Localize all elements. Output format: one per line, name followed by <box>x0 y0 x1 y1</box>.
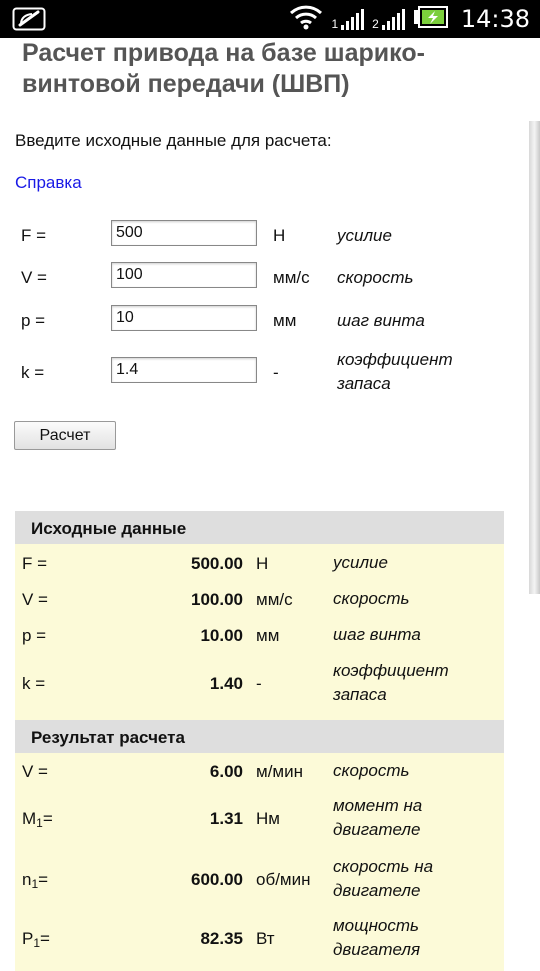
row-symbol: V = <box>22 762 48 781</box>
calculate-button[interactable]: Расчет <box>14 421 116 450</box>
row-symbol: k = <box>22 674 46 693</box>
input-symbol: V = <box>21 268 47 287</box>
row-value: 100.00 <box>191 590 243 609</box>
intro-text: Введите исходные данные для расчета: <box>15 131 332 150</box>
page-title: Расчет привода на базе шарико-винтовой передачи (ШВП) <box>22 39 425 98</box>
row-unit: м/мин <box>256 762 303 781</box>
wifi-icon <box>289 4 323 35</box>
input-unit: Н <box>273 226 286 245</box>
row-description: мощность двигателя <box>333 916 421 959</box>
row-unit: мм/с <box>256 590 293 609</box>
row-unit: Нм <box>256 809 280 828</box>
input-description: шаг винта <box>337 311 425 330</box>
speed-input[interactable] <box>111 262 257 288</box>
row-unit: Н <box>256 554 269 573</box>
input-unit: - <box>273 363 279 382</box>
clock: 14:38 <box>460 5 530 33</box>
row-symbol: $M_1=$ <box>22 809 53 830</box>
status-bar <box>0 0 540 38</box>
input-description: коэффициент запаса <box>337 350 453 393</box>
row-symbol: F = <box>22 554 48 573</box>
sim1-label: 1 <box>331 17 339 31</box>
signal-sim2-icon <box>372 8 405 30</box>
input-row-force <box>0 220 520 260</box>
result-section-header <box>15 720 504 753</box>
row-unit: - <box>256 674 262 693</box>
row-description: момент на двигателе <box>333 796 423 839</box>
input-symbol: k = <box>21 363 45 382</box>
sim2-label: 2 <box>372 17 379 31</box>
section-title: Результат расчета <box>31 728 185 747</box>
section-title: Исходные данные <box>31 519 187 538</box>
battery-charging-icon <box>413 6 449 33</box>
row-description: коэффициент запаса <box>333 661 449 704</box>
source-section-header <box>15 511 504 544</box>
signal-sim1-icon <box>331 8 364 30</box>
row-value: 10.00 <box>200 626 243 645</box>
row-description: скорость на двигателе <box>333 857 434 900</box>
row-symbol: V = <box>22 590 48 609</box>
pitch-input[interactable] <box>111 305 257 331</box>
force-input[interactable] <box>111 220 257 246</box>
row-description: скорость <box>333 761 410 780</box>
results-panel <box>15 511 504 971</box>
input-unit: мм/с <box>273 268 310 287</box>
row-value: 500.00 <box>191 554 243 573</box>
input-unit: мм <box>273 311 297 330</box>
row-description: усилие <box>333 553 388 572</box>
safety-factor-input[interactable] <box>111 357 257 383</box>
input-symbol: F = <box>21 226 47 245</box>
help-link[interactable]: Справка <box>15 173 82 192</box>
row-value: 82.35 <box>200 929 243 948</box>
row-symbol: $n_1=$ <box>22 870 49 891</box>
row-value: 1.31 <box>209 809 243 828</box>
input-row-speed <box>0 262 520 302</box>
row-value: 1.40 <box>209 674 243 693</box>
input-description: скорость <box>337 268 414 287</box>
row-value: 600.00 <box>191 870 243 889</box>
input-description: усилие <box>337 226 392 245</box>
row-description: шаг винта <box>333 625 421 644</box>
row-unit: мм <box>256 626 280 645</box>
row-symbol: $P_1=$ <box>22 929 50 950</box>
row-value: 6.00 <box>209 762 243 781</box>
input-row-pitch <box>0 305 520 345</box>
input-symbol: p = <box>21 311 46 330</box>
row-description: скорость <box>333 589 410 608</box>
input-row-safety-factor <box>0 350 520 397</box>
row-unit: Вт <box>256 929 275 948</box>
row-symbol: p = <box>22 626 47 645</box>
notification-icon <box>12 7 46 36</box>
row-unit: об/мин <box>256 870 311 889</box>
side-panel-edge[interactable] <box>529 121 540 594</box>
